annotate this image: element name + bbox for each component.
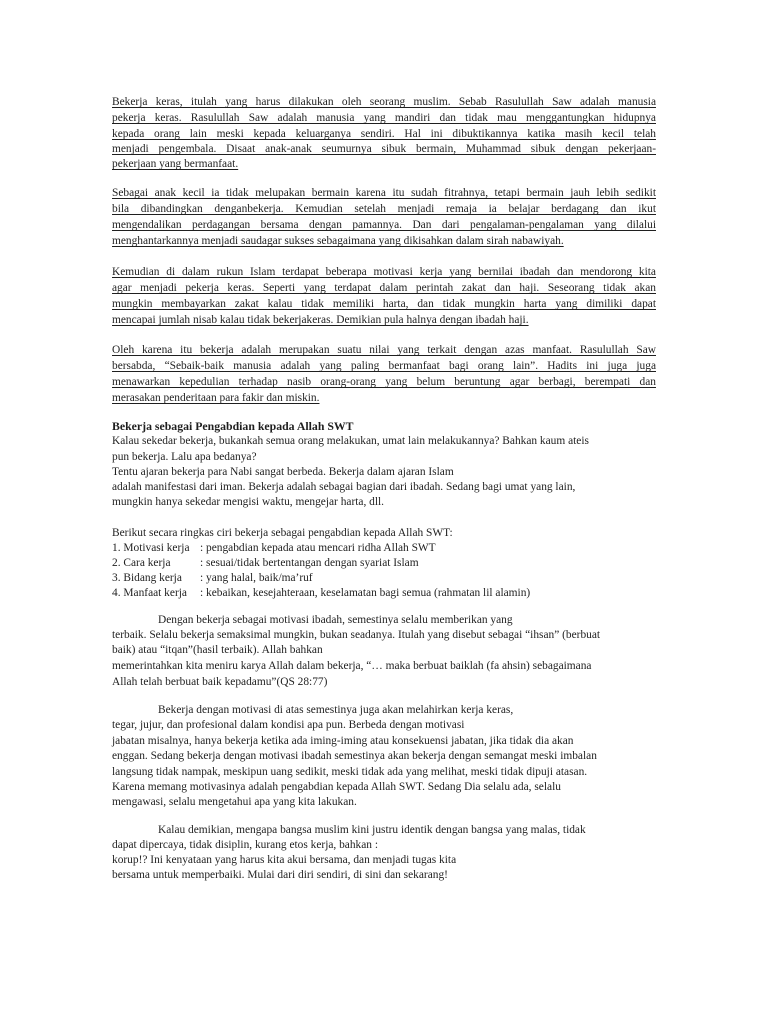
text-line: jabatan misalnya, hanya bekerja ketika ada iming-iming atau konsekuensi jabatan, jika tidak dia akan [112,735,574,747]
text-line: baik) atau “itqan”(hasil terbaik). Allah bahkan [112,644,323,656]
text-line: Bekerja dengan motivasi di atas semestinya juga akan melahirkan kerja keras, [158,704,514,716]
text-line: Kalau sekedar bekerja, bukankah semua orang melakukan, umat lain melakukannya? Bahkan kaum ateis [112,435,589,447]
list-item-text: : kebaikan, kesejahteraan, keselamatan bagi semua (rahmatan lil alamin) [200,587,531,599]
text-line: langsung tidak nampak, meskipun uang sedikit, meski tidak ada yang melihat, meski tidak dipuji atasan. [112,766,588,778]
text-line: Dengan bekerja sebagai motivasi ibadah, semestinya selalu memberikan yang [158,614,513,626]
text-line: terbaik. Selalu bekerja semaksimal mungkin, bukan seadanya. Itulah yang disebut sebagai “ihsan” (berbuat [112,629,601,641]
list-item-label: 2. Cara kerja [112,557,171,569]
text-line: Sebagai anak kecil ia tidak melupakan bermain karena itu sudah fitrahnya, tetapi bermain jauh lebih sedikit [112,187,656,199]
list-item [112,556,419,570]
text-line: dapat dipercaya, tidak disiplin, kurang etos kerja, bahkan : [112,839,379,851]
text-line: menjadi pengembala. Disaat anak-anak seumurnya sibuk bermain, Muhammad sibuk dengan pekerjaan- [112,143,656,155]
text-line: pekerja keras. Rasulullah Saw adalah manusia yang mandiri dan tidak mau menggantungkan hidupnya [112,112,656,124]
text-line: pun bekerja. Lalu apa bedanya? [112,451,257,463]
text-line: merasakan penderitaan para fakir dan miskin. [112,392,320,404]
text-line: Bekerja keras, itulah yang harus dilakukan oleh seorang muslim. Sebab Rasulullah Saw adalah manusia [112,96,656,108]
text-line: mungkin hanya sekedar mengisi waktu, mengejar harta, dll. [112,496,385,508]
text-line: Kemudian di dalam rukun Islam terdapat beberapa motivasi kerja yang bernilai ibadah dan mendorong kita [112,266,656,278]
text-line: memerintahkan kita meniru karya Allah dalam bekerja, “… maka berbuat baiklah (fa ahsin) sebagaimana [112,660,592,672]
text-line: menghantarkannya menjadi saudagar sukses sebagaimana yang dikisahkan dalam sirah nabawiyah. [112,235,564,247]
text-line: Kalau demikian, mengapa bangsa muslim kini justru identik dengan bangsa yang malas, tidak [158,824,586,836]
text-line: adalah manifestasi dari iman. Bekerja adalah sebagai bagian dari ibadah. Sedang bagi umat yang lain, [112,481,576,493]
text-line: mungkin membayarkan zakat kalau tidak memiliki harta, dan tidak mungkin harta yang dimiliki dapat [112,298,656,310]
text-line: bersabda, “Sebaik-baik manusia adalah yang paling bermanfaat bagi orang lain”. Hadits ini juga juga [112,360,656,372]
list-item-label: 1. Motivasi kerja [112,542,190,554]
text-line: Oleh karena itu bekerja adalah merupakan suatu nilai yang terkait dengan azas manfaat. Rasulullah Saw [112,344,656,356]
list-item-text: : pengabdian kepada atau mencari ridha Allah SWT [200,542,436,554]
list-item-text: : yang halal, baik/ma’ruf [200,572,313,584]
text-line: mengawasi, selalu mengetahui apa yang kita lakukan. [112,796,357,808]
list-intro: Berikut secara ringkas ciri bekerja sebagai pengabdian kepada Allah SWT: [112,527,453,539]
text-line: bila dibandingkan denganbekerja. Kemudian setelah menjadi remaja ia belajar berdagang dan ikut [112,203,656,215]
list-item [112,541,436,555]
text-line: agar menjadi pekerja keras. Seperti yang terdapat dalam perintah zakat dan haji. Seseorang tidak akan [112,282,656,294]
text-line: mencapai jumlah nisab kalau tidak bekerjakeras. Demikian pula halnya dengan ibadah haji. [112,314,529,326]
list-item [112,586,530,600]
section-heading: Bekerja sebagai Pengabdian kepada Allah SWT [112,419,354,433]
list-item [112,571,313,585]
list-item-text: : sesuai/tidak bertentangan dengan syariat Islam [200,557,419,569]
text-line: pekerjaan yang bermanfaat. [112,158,239,170]
text-line: Allah telah berbuat baik kepadamu”(QS 28:77) [112,676,328,688]
text-line: mengendalikan perdagangan bersama dengan pamannya. Dan dari pengalaman-pengalaman yang dilalui [112,219,656,231]
text-line: kepada orang lain meski kepada keluarganya sendiri. Hal ini dibuktikannya katika masih kecil telah [112,128,656,140]
text-line: Tentu ajaran bekerja para Nabi sangat berbeda. Bekerja dalam ajaran Islam [112,466,454,478]
text-line: enggan. Sedang bekerja dengan motivasi ibadah semestinya akan bekerja dengan semangat meski imbalan [112,750,597,762]
text-line: tegar, jujur, dan profesional dalam kondisi apa pun. Berbeda dengan motivasi [112,719,465,731]
text-line: menawarkan kepedulian terhadap nasib orang-orang yang belum beruntung agar berbagi, berempati dan [112,376,656,388]
text-line: Karena memang motivasinya adalah pengabdian kepada Allah SWT. Sedang Dia selalu ada, selalu [112,781,561,793]
text-line: korup!? Ini kenyataan yang harus kita akui bersama, dan menjadi tugas kita [112,854,457,866]
list-item-label: 4. Manfaat kerja [112,587,187,599]
text-line: bersama untuk memperbaiki. Mulai dari diri sendiri, di sini dan sekarang! [112,869,448,881]
list-item-label: 3. Bidang kerja [112,572,182,584]
